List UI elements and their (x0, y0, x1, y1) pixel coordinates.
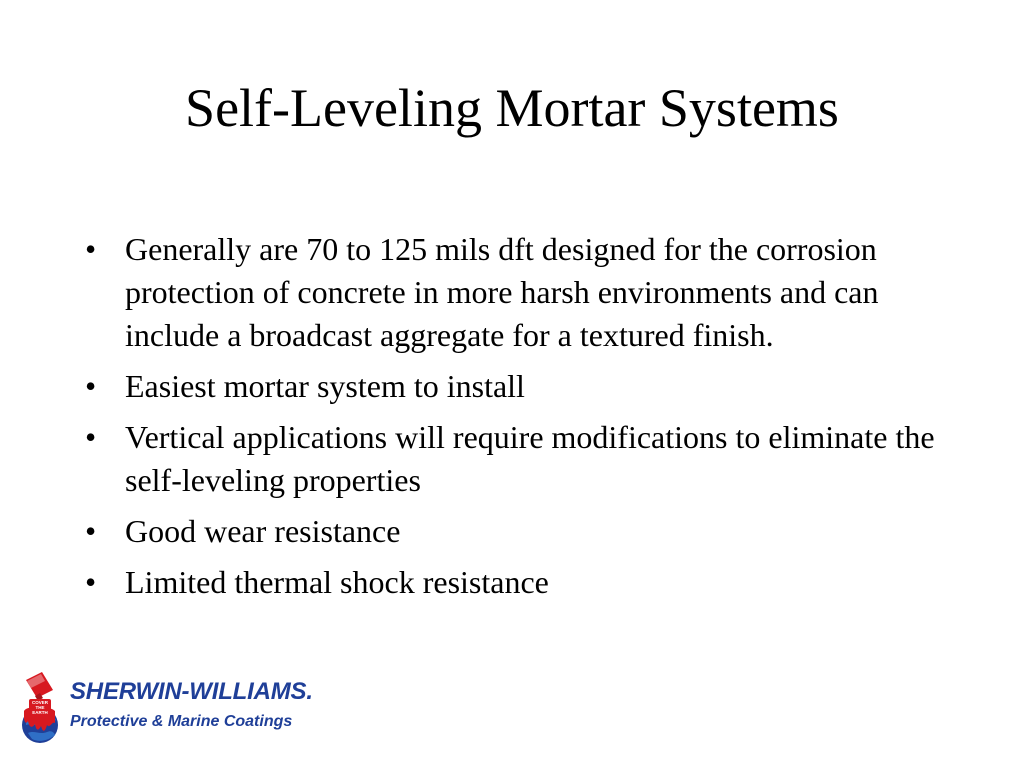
bullet-text: Good wear resistance (125, 513, 401, 549)
bullet-icon: • (85, 368, 97, 404)
bullet-text: Easiest mortar system to install (125, 368, 525, 404)
emblem-earth: EARTH (32, 710, 48, 715)
bullet-icon: • (85, 419, 97, 455)
bullet-text: Vertical applications will require modifications to eliminate the self-leveling properties (125, 419, 935, 498)
bullet-icon: • (85, 513, 97, 549)
bullet-item (85, 510, 935, 553)
brand-name: SHERWIN-WILLIAMS. (70, 678, 313, 705)
sherwin-williams-logo (16, 663, 316, 755)
bullet-text: Limited thermal shock resistance (125, 564, 549, 600)
bullet-icon: • (85, 564, 97, 600)
bullet-item (85, 561, 935, 604)
emblem-cover: COVER (31, 700, 49, 705)
bullet-text: Generally are 70 to 125 mils dft designed for the corrosion protection of concrete in more harsh environments and can include a broadcast aggregate for a textured finish. (125, 231, 879, 353)
cover-the-earth-icon (16, 663, 68, 755)
bullet-item (85, 416, 935, 502)
slide-title: Self-Leveling Mortar Systems (185, 78, 839, 138)
brand-division: Protective & Marine Coatings (70, 713, 293, 730)
bullet-icon: • (85, 231, 97, 267)
bullet-list (85, 228, 935, 612)
bullet-item (85, 365, 935, 408)
emblem-the: THE (35, 705, 45, 710)
bullet-item (85, 228, 935, 357)
